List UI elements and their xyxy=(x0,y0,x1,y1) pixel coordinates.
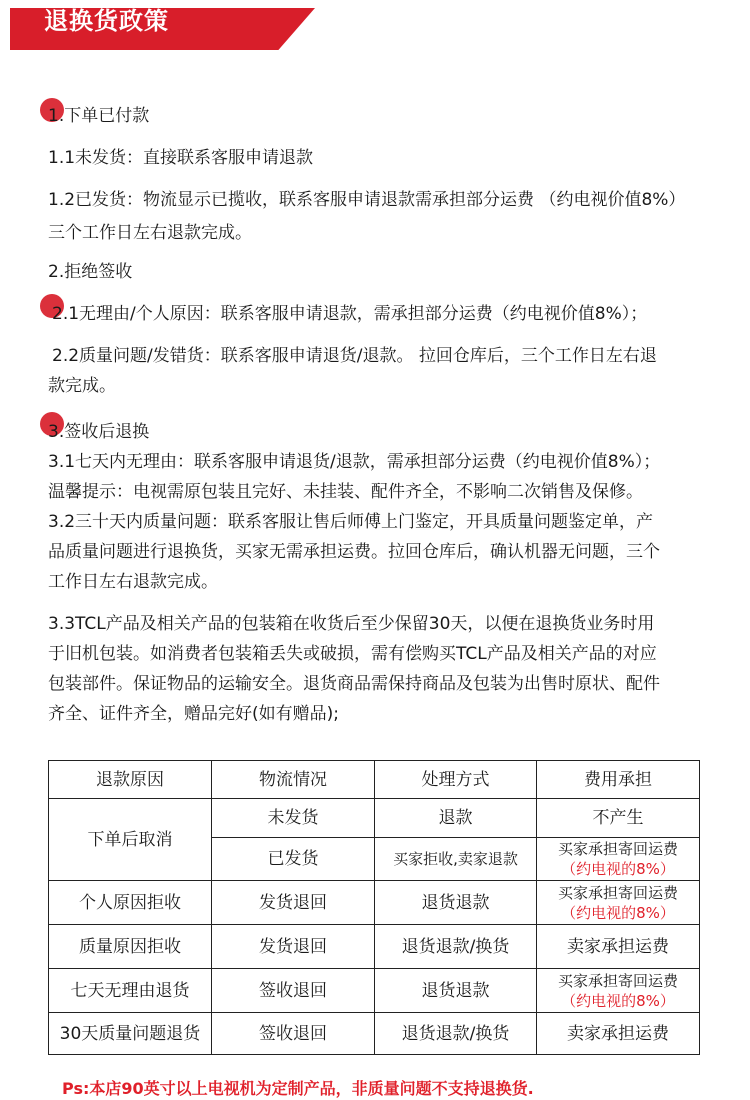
section-3-3-text: 3.3TCL产品及相关产品的包装箱在收货后至少保留30天，以便在退换货业务时用 xyxy=(48,614,655,634)
section-1-2-text: 1.2已发货：物流显示已揽收，联系客服申请退款需承担部分运费 （约电视价值8%） xyxy=(48,190,686,210)
table-cell-logistics: 发货退回 xyxy=(212,881,375,925)
table-cell-logistics: 已发货 xyxy=(212,838,375,881)
table-cell-logistics: 发货退回 xyxy=(212,925,375,969)
section-3-3-text-4: 齐全、证件齐全，赠品完好(如有赠品); xyxy=(48,704,339,724)
section-2-2-text: 2.2质量问题/发错货：联系客服申请退货/退款。 拉回仓库后，三个工作日左右退 xyxy=(52,346,657,366)
table-cell-cost xyxy=(537,838,700,881)
table-header-row xyxy=(49,761,700,799)
footer-note: Ps:本店90英寸以上电视机为定制产品，非质量问题不支持退换货. xyxy=(62,1079,534,1098)
cost-note: （约电视的8%） xyxy=(561,991,675,1010)
cost-text: 买家承担寄回运费 xyxy=(557,883,678,902)
section-3-heading: 3.签收后退换 xyxy=(48,422,150,442)
table-cell-reason: 30天质量问题退货 xyxy=(49,1013,212,1055)
table-cell-cost: 卖家承担运费 xyxy=(537,1013,700,1055)
section-3-2-text-cont: 品质量问题进行退换货，买家无需承担运费。拉回仓库后，确认机器无问题，三个 xyxy=(48,542,660,562)
column-header: 费用承担 xyxy=(537,761,700,799)
table-cell-handling: 退货退款/换货 xyxy=(375,1013,537,1055)
table-row xyxy=(49,881,700,925)
section-3-2-text-end: 工作日左右退款完成。 xyxy=(48,572,218,592)
column-header: 退款原因 xyxy=(49,761,212,799)
table-cell-handling: 买家拒收,卖家退款 xyxy=(375,838,537,881)
table-row xyxy=(49,799,700,838)
cost-text: 买家承担寄回运费 xyxy=(557,971,678,990)
cost-note: （约电视的8%） xyxy=(561,903,675,922)
table-cell-cost: 卖家承担运费 xyxy=(537,925,700,969)
section-3-3-text-2: 于旧机包装。如消费者包装箱丢失或破损，需有偿购买TCL产品及相关产品的对应 xyxy=(48,644,657,664)
section-1-1-text: 1.1未发货：直接联系客服申请退款 xyxy=(48,148,314,168)
section-1-heading: 1.下单已付款 xyxy=(48,106,150,126)
table-cell-logistics: 签收退回 xyxy=(212,1013,375,1055)
table-cell-reason: 质量原因拒收 xyxy=(49,925,212,969)
table-row xyxy=(49,969,700,1013)
table-cell-cost: 不产生 xyxy=(537,799,700,838)
table-cell-logistics: 签收退回 xyxy=(212,969,375,1013)
table-cell-handling: 退货退款 xyxy=(375,969,537,1013)
section-3-1-tip: 温馨提示：电视需原包装且完好、未挂装、配件齐全，不影响二次销售及保修。 xyxy=(48,482,643,502)
table-cell-handling: 退货退款 xyxy=(375,881,537,925)
table-cell-handling: 退货退款/换货 xyxy=(375,925,537,969)
table-cell-reason: 下单后取消 xyxy=(49,799,212,881)
table-cell-reason: 个人原因拒收 xyxy=(49,881,212,925)
page-title: 退换货政策 xyxy=(44,7,169,35)
section-3-1-text: 3.1七天内无理由：联系客服申请退货/退款，需承担部分运费（约电视价值8%）； xyxy=(48,452,661,472)
refund-policy-table xyxy=(48,760,700,1055)
section-3-2-text: 3.2三十天内质量问题：联系客服让售后师傅上门鉴定，开具质量问题鉴定单，产 xyxy=(48,512,654,532)
table-row xyxy=(49,925,700,969)
section-2-2-text-cont: 款完成。 xyxy=(48,376,116,396)
section-2-heading: 2.拒绝签收 xyxy=(48,262,133,282)
table-cell-cost xyxy=(537,969,700,1013)
table-cell-cost xyxy=(537,881,700,925)
cost-text: 买家承担寄回运费 xyxy=(557,840,678,858)
section-1-2-text-cont: 三个工作日左右退款完成。 xyxy=(48,223,252,243)
column-header: 物流情况 xyxy=(212,761,375,799)
table-row xyxy=(49,1013,700,1055)
section-2-1-text: 2.1无理由/个人原因：联系客服申请退款，需承担部分运费（约电视价值8%）； xyxy=(52,304,648,324)
column-header: 处理方式 xyxy=(375,761,537,799)
table-cell-logistics: 未发货 xyxy=(212,799,375,838)
table-cell-reason: 七天无理由退货 xyxy=(49,969,212,1013)
table-cell-handling: 退款 xyxy=(375,799,537,838)
section-3-3-text-3: 包装部件。保证物品的运输安全。退货商品需保持商品及包装为出售时原状、配件 xyxy=(48,674,660,694)
cost-note: （约电视的8%） xyxy=(561,860,675,878)
